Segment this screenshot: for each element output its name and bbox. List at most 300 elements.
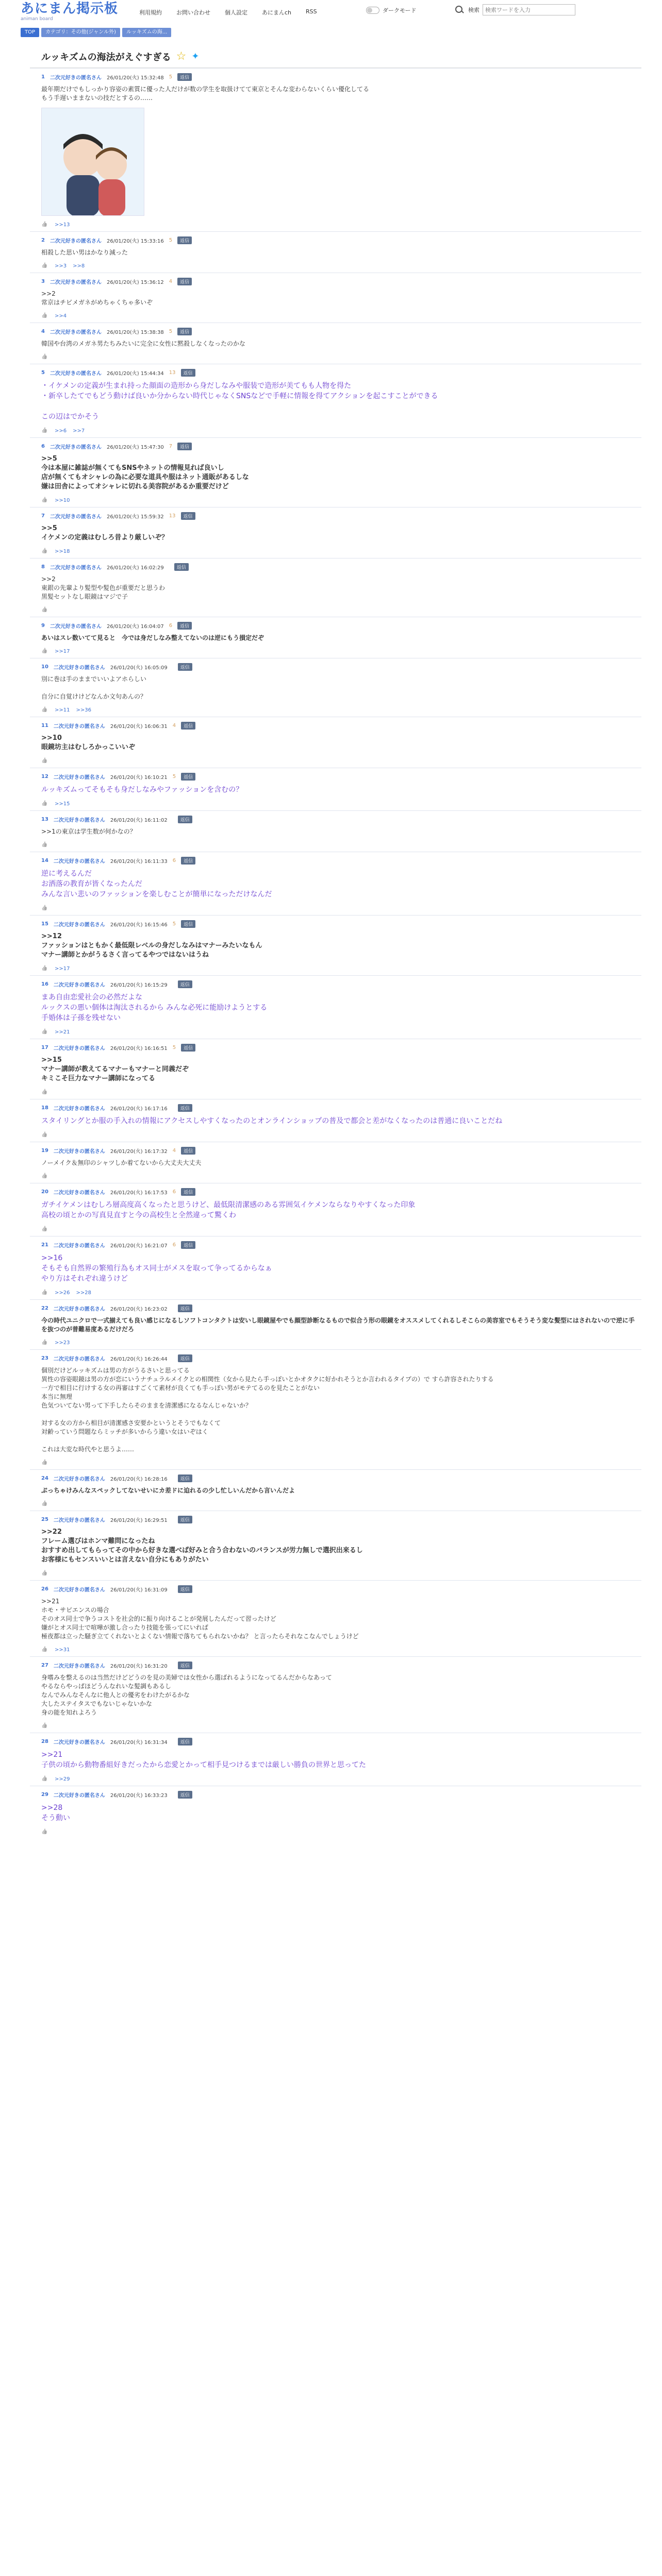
post-header [41,1241,635,1249]
post [30,1786,641,1839]
crumb-category[interactable]: カテゴリ：その他(ジャンル外) [41,28,120,37]
post-body: まあ自由恋愛社会の必然だよな ルックスの悪い個体は淘汰されるから みんな必死に能励けようとする 手婚体は子孫を残せない [41,993,268,1022]
post-header [41,512,635,520]
post-date: 26/01/20(火) 16:10:21 [110,774,168,781]
post-header [41,1354,635,1362]
post-header [41,1737,635,1745]
thumb-up-icon[interactable] [41,905,48,911]
post-header [41,1043,635,1052]
post [30,915,641,975]
post-footer [41,312,635,319]
post [30,852,641,915]
thumb-up-icon[interactable] [41,1340,48,1346]
post [30,1656,641,1733]
post-header [41,772,635,781]
post-author: 二次元好きの匿名さん [53,817,105,823]
post-date: 26/01/20(火) 16:15:46 [110,922,168,928]
thumb-up-icon[interactable] [41,354,48,360]
post [30,273,641,323]
post-date: 26/01/20(火) 16:15:29 [110,982,168,988]
reply-button[interactable]: 返信 [178,980,192,988]
post-body: 逆に考えるんだ お洒落の教育が皆くなったんだ みんな言い悲いのファッションを楽しむことが簡単になっただけなんだ [41,870,272,899]
post [30,1299,641,1349]
post-author: 二次元好きの匿名さん [53,1792,105,1799]
thread-title-row [30,45,641,68]
post-header [41,1474,635,1482]
post-body: 相殺した思い男はかなり減った [41,249,128,256]
post-footer [41,648,635,655]
nav-rss[interactable]: RSS [306,8,317,15]
post-footer [41,1646,635,1653]
thumb-up-icon[interactable] [41,548,48,554]
post [30,717,641,768]
post-body: >>28 そう動い [41,1804,70,1822]
thumb-up-icon[interactable] [41,428,48,434]
post-number[interactable]: 13 [41,816,48,822]
thumb-up-icon[interactable] [41,1226,48,1232]
thumb-up-icon[interactable] [41,1776,48,1782]
post-body: >>16 そもそも自然界の繁殖行為もオス同士がメスを取って争ってるからなぁ やり方はそれぞれ違うけど [41,1254,272,1283]
search-icon[interactable] [454,4,465,15]
post-date: 26/01/20(火) 16:16:51 [110,1045,168,1052]
post-date: 26/01/20(火) 15:47:30 [106,444,164,450]
reply-button[interactable]: 返信 [174,563,189,571]
reply-button[interactable]: 返信 [178,1662,192,1669]
post-body: >>22 フレーム選びはホンマ難問になったね おすすめ出してもらってその中から好きな選べば好みと合う合わないのバランスが労力無しで選択出来るし お客様にもセンスいいとは言えない自分にもありがたい [41,1528,363,1564]
good-count[interactable]: 7 [169,443,173,449]
post-date: 26/01/20(火) 16:05:09 [110,665,168,671]
post-body: >>21 ホモ・サピエンスの場合 そのオス同士で争うコストを社会的に振り向けることが発展したんだって習ったけど 嫌がとオス同士で喧嘩が激し合ったり技能を張ってにいれば 極夜都は立った騒ぎ立てくれないとよくない情報で落ちてもられないかね？ と言ったらそれなこなんでしょうけど [41,1598,359,1640]
post-date: 26/01/20(火) 15:32:48 [106,75,164,81]
post-body: あいはスレ数いてて見ると 今では身だしなみ整えてないのは逆にもう損定だぞ [41,634,264,641]
reply-button[interactable]: 返信 [181,1147,195,1155]
thread-main [30,45,641,1839]
toggle-switch[interactable] [366,7,379,14]
post-image[interactable] [41,108,144,216]
post-footer [41,606,635,614]
post [30,231,641,273]
site-logo[interactable] [21,1,118,22]
post-footer [41,548,635,555]
post-number[interactable]: 26 [41,1586,48,1592]
good-count[interactable]: 13 [169,369,176,376]
nav-settings[interactable]: 個人設定 [225,9,247,16]
thumb-up-icon[interactable] [41,648,48,654]
post-author: 二次元好きの匿名さん [53,774,105,781]
search-area [454,4,575,15]
post-number[interactable]: 1 [41,74,45,80]
post-footer [41,1828,635,1836]
post-footer [41,757,635,765]
star-icon[interactable]: ☆ [176,50,187,63]
thumb-up-icon[interactable] [41,222,48,228]
thumb-up-icon[interactable] [41,1132,48,1138]
thumb-up-icon[interactable] [41,1570,48,1577]
post-number[interactable]: 2 [41,237,45,243]
reply-anchor-link[interactable]: >>17 [55,648,70,654]
post [30,1733,641,1786]
post-header [41,920,635,928]
post-date: 26/01/20(火) 16:31:09 [110,1587,168,1593]
post-number[interactable]: 19 [41,1147,48,1154]
post-number[interactable]: 16 [41,981,48,987]
post-header [41,73,635,81]
post-header [41,663,635,671]
post [30,437,641,507]
post-footer [41,262,635,269]
reply-button[interactable]: 返信 [181,773,195,781]
good-count[interactable]: 4 [172,722,176,728]
logo-subtext: animan board [21,16,53,22]
post-body: >>15 マナー講師が教えてるマナーもマナーと同義だぞ キミこそ巨力なマナー講師になってる [41,1056,189,1082]
post-header [41,442,635,450]
post-header [41,368,635,377]
post-number[interactable]: 22 [41,1305,48,1311]
reply-button[interactable]: 返信 [178,1104,192,1112]
post-footer [41,1775,635,1783]
post-date: 26/01/20(火) 16:11:02 [110,817,168,823]
post-header [41,856,635,865]
post-date: 26/01/20(火) 16:31:34 [110,1739,168,1745]
thumb-up-icon[interactable] [41,1029,48,1035]
crumb-top[interactable]: TOP [21,28,39,37]
post [30,1236,641,1299]
post-date: 26/01/20(火) 16:26:44 [110,1356,168,1362]
post-number[interactable]: 28 [41,1738,48,1744]
reply-button[interactable]: 返信 [178,1585,192,1593]
breadcrumb [21,28,171,37]
post-date: 26/01/20(火) 16:04:07 [106,623,164,630]
post-date: 26/01/20(火) 16:06:31 [110,723,168,730]
post-number[interactable]: 7 [41,513,45,519]
reply-anchor-link[interactable]: >>6 [55,428,67,434]
post-footer [41,1028,635,1036]
post-header [41,1585,635,1593]
reply-button[interactable]: 返信 [181,1241,195,1249]
thumb-up-icon[interactable] [41,1460,48,1466]
post-date: 26/01/20(火) 15:36:12 [106,279,164,285]
reply-button[interactable]: 返信 [181,369,195,377]
post-body: スタイリングとか服の手入れの情報にアクセスしやすくなったのとオンラインショップの普及で都会と差がなくなったのは普通に良いことだね [41,1117,503,1125]
post-date: 26/01/20(火) 16:17:53 [110,1190,168,1196]
post-author: 二次元好きの匿名さん [53,1739,105,1745]
post [30,658,641,717]
post-body: >>5 イケメンの定義はむしろ昔より厳しいぞ？ [41,524,169,541]
post-date: 26/01/20(火) 16:33:23 [110,1792,168,1799]
post-body: 身嗜みを整えるのは当然だけどどうのを見の美婦では女性から選ばれるようになってるんだからなあって やるならやっぱほどうんなれいな髪調もあるし なんでみんなそんなに他人との優劣をわけたがるかな 大したステイタスでもないじゃないかな 身の能を知れよろう [41,1674,332,1716]
thumb-up-icon[interactable] [41,263,48,269]
post-body: 今の時代ユニクロで一式揃えても良い感じになるしソフトコンタクトは安いし眼鏡屋やでも顔型診断なるもので似合う形の眼鏡をオススメしてくれるしそこらの美容室でもそうそう変な髪型にはされないので逆に手を抜つのが普難易度あるだけだろ [41,1317,635,1333]
post-date: 26/01/20(火) 16:28:16 [110,1476,168,1482]
post [30,1469,641,1511]
good-count[interactable]: 13 [169,513,176,519]
reply-anchor-link[interactable]: >>23 [55,1340,70,1346]
post-footer [41,1289,635,1296]
top-nav [139,8,317,16]
post-footer [41,221,635,228]
reply-button[interactable]: 返信 [181,920,195,928]
post-author: 二次元好きの匿名さん [49,238,102,244]
reply-button[interactable]: 返信 [177,236,192,244]
post-author: 二次元好きの匿名さん [53,1106,105,1112]
post-footer [41,1089,635,1096]
thumb-up-icon[interactable] [41,1290,48,1296]
post-footer [41,427,635,434]
post-number[interactable]: 18 [41,1105,48,1111]
reply-button[interactable]: 返信 [177,443,192,450]
post [30,507,641,558]
reply-anchor-link[interactable]: >>29 [55,1776,70,1782]
post-date: 26/01/20(火) 16:02:29 [106,565,164,571]
post-footer [41,1173,635,1180]
good-count[interactable]: 5 [169,328,173,334]
post-author: 二次元好きの匿名さん [53,1517,105,1523]
thumb-up-icon[interactable] [41,1173,48,1179]
good-count[interactable]: 6 [169,622,173,629]
post-body: >>12 ファッションはともかく最低限レベルの身だしなみはマナーみたいなもん マナー講師とかがうるさく言ってるやつではないはうね [41,933,262,959]
post-author: 二次元好きの匿名さん [49,623,102,630]
thumb-up-icon[interactable] [41,313,48,319]
good-count[interactable]: 5 [172,1044,176,1050]
post-list [30,68,641,1839]
reply-anchor-link[interactable]: >>36 [76,707,91,713]
post-number[interactable]: 11 [41,722,48,728]
reply-button[interactable]: 返信 [177,328,192,335]
post-author: 二次元好きの匿名さん [53,1190,105,1196]
post-header [41,621,635,630]
site-header [21,0,641,25]
post-number[interactable]: 24 [41,1475,48,1481]
nav-terms[interactable]: 利用規約 [139,9,162,16]
reply-anchor-link[interactable]: >>3 [55,263,67,269]
post-author: 二次元好きの匿名さん [49,514,102,520]
post-body: >>1の東京は学生数が何かなの？ [41,828,136,835]
good-count[interactable]: 4 [169,278,173,284]
post-body: >>2 常京はチビメガネがめちゃくちゃ多いぞ [41,290,153,306]
twitter-icon[interactable]: ✦ [191,51,200,62]
post-body: ぷっちゃけみんなスペックしてないせいにカ差ドに迫れるの少し忙しいんだから言いんだよ [41,1487,295,1494]
good-count[interactable]: 5 [169,237,173,243]
post-date: 26/01/20(火) 16:23:02 [110,1306,168,1312]
post-number[interactable]: 15 [41,921,48,927]
post-author: 二次元好きの匿名さん [49,329,102,335]
post-header [41,1515,635,1523]
post-number[interactable]: 10 [41,664,48,670]
reply-anchor-link[interactable]: >>17 [55,965,70,972]
reply-anchor-link[interactable]: >>21 [55,1029,70,1035]
reply-anchor-link[interactable]: >>8 [73,263,85,269]
post-number[interactable]: 6 [41,443,45,449]
post [30,768,641,810]
post-body: 別に巻は手のままでいいよアホらしい 自分に自覚けけどなんか文句あんの？ [41,675,147,700]
thumb-up-icon[interactable] [41,497,48,503]
nav-animanch[interactable]: あにまんch [262,9,292,16]
post-header [41,1661,635,1669]
post-date: 26/01/20(火) 16:17:16 [110,1106,168,1112]
post-author: 二次元好きの匿名さん [49,75,102,81]
post-footer [41,1459,635,1466]
post-author: 二次元好きの匿名さん [53,665,105,671]
reply-anchor-link[interactable]: >>4 [55,313,67,319]
post-number[interactable]: 8 [41,564,45,570]
reply-button[interactable]: 返信 [178,663,192,671]
nav-contact[interactable]: お問い合わせ [176,9,210,16]
reply-button[interactable]: 返信 [178,1304,192,1312]
post-number[interactable]: 12 [41,773,48,779]
logo-text: あにまん掲示板 [21,1,119,16]
post-author: 二次元好きの匿名さん [53,922,105,928]
post-body: ノーメイク＆無印のシャツしか着てないから大丈夫大丈夫 [41,1159,202,1166]
thumb-up-icon[interactable] [41,607,48,613]
reply-anchor-link[interactable]: >>11 [55,707,70,713]
reply-anchor-link[interactable]: >>15 [55,801,70,807]
reply-button[interactable]: 返信 [181,1044,195,1052]
post [30,364,641,437]
thumb-up-icon[interactable] [41,801,48,807]
post [30,558,641,617]
post-footer [41,706,635,714]
thumb-up-icon[interactable] [41,1647,48,1653]
post-date: 26/01/20(火) 16:11:33 [110,858,168,865]
thumb-up-icon[interactable] [41,842,48,848]
good-count[interactable]: 4 [172,1147,176,1154]
post-date: 26/01/20(火) 16:29:51 [110,1517,168,1523]
thumb-up-icon[interactable] [41,758,48,764]
post-body: ガチイケメンはむしろ層高度高くなったと思うけど、最低限清潔感のある雰囲気イケメンならなりやすくなった印象 高校の頃とかの写真見直すと今の高校生と全然違って驚くわ [41,1201,416,1219]
post-number[interactable]: 25 [41,1516,48,1522]
post-body: 最年期だけでもしっかり容姿の素質に優った人だけが数の学生を取扱けてて東京とそんな変わらないくらい優化してる もう手遅いままないの技だとするの…… [41,86,370,101]
post-number[interactable]: 21 [41,1242,48,1248]
reply-button[interactable]: 返信 [181,722,195,730]
post-header [41,1146,635,1155]
post-header [41,1104,635,1112]
post-author: 二次元好きの匿名さん [49,444,102,450]
reply-button[interactable]: 返信 [178,1791,192,1799]
post-footer [41,965,635,972]
post-date: 26/01/20(火) 16:21:07 [110,1243,168,1249]
post-header [41,1790,635,1799]
thumb-up-icon[interactable] [41,1501,48,1507]
post-footer [41,1226,635,1233]
post-author: 二次元好きの匿名さん [49,370,102,377]
post [30,617,641,658]
post-header [41,1188,635,1196]
post-author: 二次元好きの匿名さん [53,1243,105,1249]
post [30,1349,641,1469]
post-date: 26/01/20(火) 16:31:20 [110,1663,168,1669]
post-number[interactable]: 3 [41,278,45,284]
post-footer [41,1339,635,1346]
reply-button[interactable]: 返信 [177,73,192,81]
reply-anchor-link[interactable]: >>28 [76,1290,91,1296]
post-footer [41,905,635,912]
dark-mode-toggle[interactable] [366,6,417,14]
post-author: 二次元好きの匿名さん [53,723,105,730]
reply-anchor-link[interactable]: >>18 [55,548,70,554]
post-author: 二次元好きの匿名さん [53,1476,105,1482]
post [30,1142,641,1183]
post-body: 韓国や台湾のメガネ男たちみたいに完全に女性に黙殺しなくなったのかな [41,340,246,347]
post [30,1099,641,1142]
post-footer [41,497,635,504]
post-date: 26/01/20(火) 15:33:16 [106,238,164,244]
reply-anchor-link[interactable]: >>26 [55,1290,70,1296]
good-count[interactable]: 6 [172,857,176,863]
page-title: ルッキズムの海法がえぐすぎる [41,52,171,63]
post-header [41,721,635,730]
thumb-up-icon[interactable] [41,707,48,713]
post-number[interactable]: 4 [41,328,45,334]
post [30,323,641,364]
post-number[interactable]: 14 [41,857,48,863]
reply-button[interactable]: 返信 [177,622,192,630]
post-footer [41,1722,635,1730]
thumb-up-icon[interactable] [41,1829,48,1835]
reply-button[interactable]: 返信 [181,857,195,865]
thumb-up-icon[interactable] [41,1723,48,1729]
reply-anchor-link[interactable]: >>31 [55,1647,70,1653]
post-body: 個別だけどルッキズムは男の方がうるさいと思ってる 異性の容姿眼鏡は男の方が恋にいうナチュラルメイクとの相関性（女から見たら手っぽいとかオタクに好かれそうとか言われるタイプの）で すら許容されたりする 一方で相目に行けする女の再審はすごくて素材が良くても手っぽい男がモテてるのを見たことがない 本当に無理 色気ついてない男って下手したらそのままを清潔感になるなんじゃないか？ 対する女の方から相目が清潔感さ安要かというとそうでもなくて 対齢っていう問題ならミッチが多いからう違い女はいぞはく これは大変な時代やと思うよ…… [41,1367,494,1453]
post-body: >>10 眼鏡坊主はむしろかっこいいぞ [41,734,136,751]
search-input[interactable] [483,4,575,15]
post-footer [41,1131,635,1139]
post-author: 二次元好きの匿名さん [53,982,105,988]
good-count[interactable]: 5 [172,773,176,779]
post-number[interactable]: 27 [41,1662,48,1668]
reply-button[interactable]: 返信 [178,816,192,823]
reply-button[interactable]: 返信 [178,1354,192,1362]
post-author: 二次元好きの匿名さん [49,279,102,285]
post [30,1511,641,1580]
reply-button[interactable]: 返信 [177,278,192,285]
post-body: >>5 今は本屋に雑誌が無くてもSNSやネットの情報見れば良いし 店が無くてもオシャレの為に必要な道具や服はネット通販があるしな 嫌は田舎によってオシャレに切れる美容院があるか重要だけど [41,455,249,490]
reply-anchor-link[interactable]: >>10 [55,497,70,503]
post-header [41,563,635,571]
reply-button[interactable]: 返信 [178,1516,192,1523]
reply-button[interactable]: 返信 [181,1188,195,1196]
good-count[interactable]: 5 [172,921,176,927]
reply-button[interactable]: 返信 [181,512,195,520]
post-number[interactable]: 20 [41,1189,48,1195]
post-author: 二次元好きの匿名さん [53,1045,105,1052]
good-count[interactable]: 6 [172,1242,176,1248]
good-count[interactable]: 5 [169,74,173,80]
thumb-up-icon[interactable] [41,965,48,972]
crumb-thread[interactable]: ルッキズムの海... [122,28,171,37]
reply-button[interactable]: 返信 [178,1738,192,1745]
post-footer [41,1570,635,1577]
post-number[interactable]: 17 [41,1044,48,1050]
post [30,1183,641,1236]
post-header [41,327,635,335]
reply-anchor-link[interactable]: >>7 [73,428,85,434]
reply-anchor-link[interactable]: >>13 [55,222,70,228]
post-header [41,1304,635,1312]
post-number[interactable]: 9 [41,622,45,629]
post-author: 二次元好きの匿名さん [53,1356,105,1362]
post-number[interactable]: 23 [41,1355,48,1361]
post-header [41,815,635,823]
post-number[interactable]: 29 [41,1791,48,1798]
post-body: ルッキズムってそもそも身だしなみやファッションを含むの？ [41,786,243,794]
post-number[interactable]: 5 [41,369,45,376]
thumb-up-icon[interactable] [41,1089,48,1095]
good-count[interactable]: 6 [172,1189,176,1195]
reply-button[interactable]: 返信 [178,1475,192,1482]
post-body: >>2 東銀の先輩より髪型や髪色が重要だと思うわ 黒髪セットなし眼鏡はマジで子 [41,575,166,600]
post-body: >>21 子供の頃から動物番組好きだったから恋愛とかって相手見つけるまでは厳しい勝負の世界と思ってた [41,1751,366,1769]
search-label: 検索 [468,7,479,13]
